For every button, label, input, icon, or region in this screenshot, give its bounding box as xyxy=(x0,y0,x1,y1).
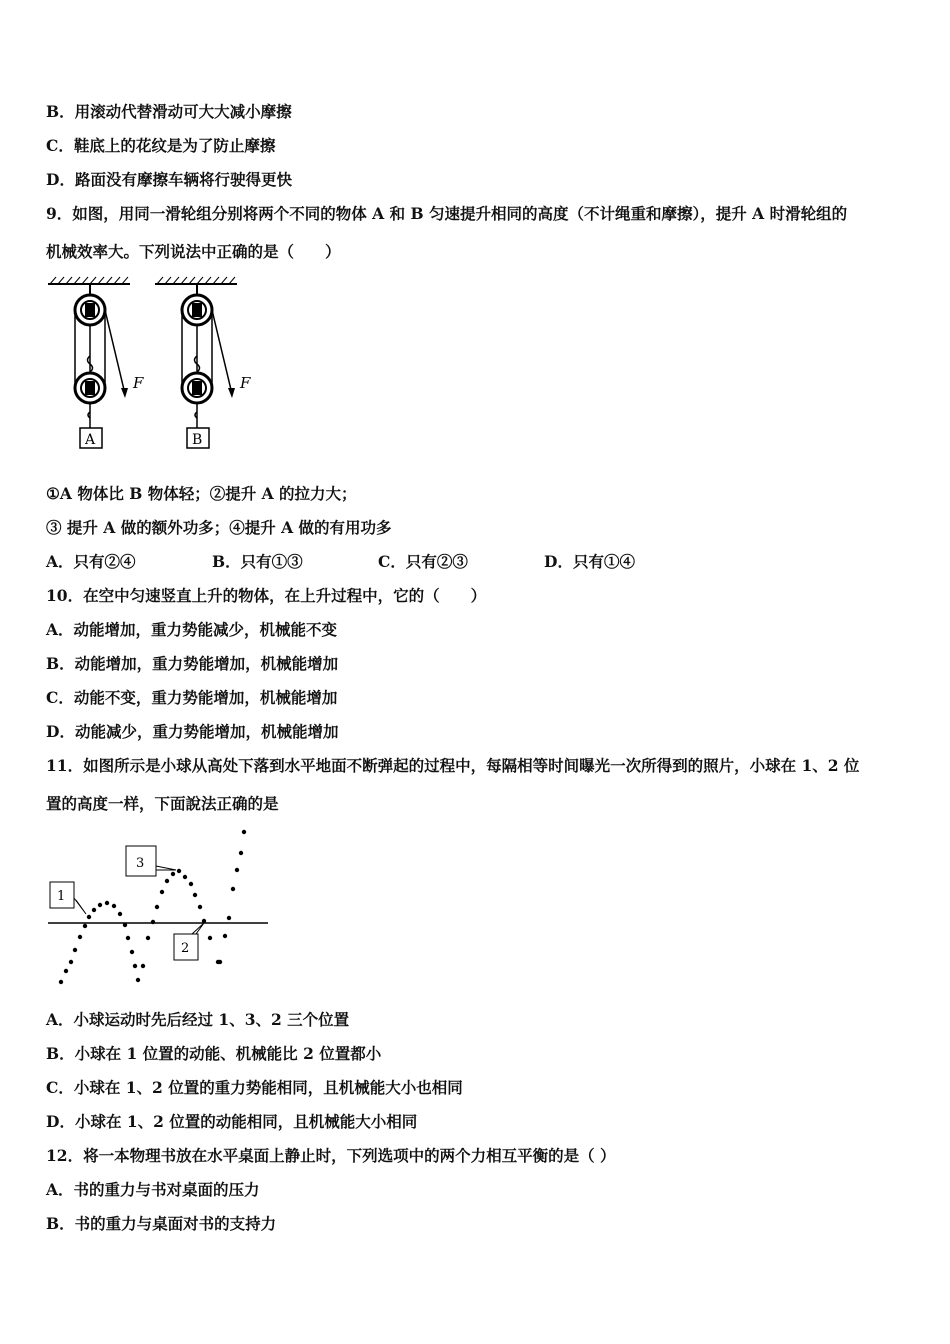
q12-option-a: A．书的重力与书对桌面的压力 xyxy=(46,1180,260,1199)
position-label-1: 1 xyxy=(57,889,66,904)
position-label-3: 3 xyxy=(136,856,145,871)
q10-option-c: C．动能不变，重力势能增加，机械能增加 xyxy=(46,688,338,707)
pulley-setup-a xyxy=(48,277,130,448)
q10-stem: 10．在空中匀速竖直上升的物体，在上升过程中，它的（ ） xyxy=(46,586,487,605)
q9-stem-line2: 机械效率大。下列说法中正确的是（ ） xyxy=(46,242,341,261)
q9-option-a: A．只有②④ xyxy=(46,552,136,571)
q9-option-b: B．只有①③ xyxy=(212,552,303,571)
q9-stem-line1: 9．如图，用同一滑轮组分别将两个不同的物体 A 和 B 匀速提升相同的高度（不计绳重和摩擦），提升 A 时滑轮组的 xyxy=(46,204,848,223)
q11-option-c: C．小球在 1、2 位置的重力势能相同，且机械能大小也相同 xyxy=(46,1078,463,1097)
force-label-b: F xyxy=(240,374,251,392)
q8-option-c: C．鞋底上的花纹是为了防止摩擦 xyxy=(46,136,276,155)
q9-option-c: C．只有②③ xyxy=(378,552,468,571)
pulley-diagram xyxy=(40,276,260,456)
q11-stem-line1: 11．如图所示是小球从高处下落到水平地面不断弹起的过程中，每隔相等时间曝光一次所得到的照片，小球在 1、2 位 xyxy=(46,756,860,775)
q8-option-b: B．用滚动代替滑动可大大减小摩擦 xyxy=(46,102,292,121)
position-label-2: 2 xyxy=(181,941,190,956)
q9-options xyxy=(46,552,910,572)
q10-option-a: A．动能增加，重力势能减少，机械能不变 xyxy=(46,620,338,639)
q12-option-b: B．书的重力与桌面对书的支持力 xyxy=(46,1214,277,1233)
q12-stem: 12．将一本物理书放在水平桌面上静止时，下列选项中的两个力相互平衡的是（ ） xyxy=(46,1146,616,1165)
q9-statement-1: ①A 物体比 B 物体轻；②提升 A 的拉力大； xyxy=(46,484,357,503)
q9-statement-2: ③ 提升 A 做的额外功多；④提升 A 做的有用功多 xyxy=(46,518,392,537)
q11-option-d: D．小球在 1、2 位置的动能相同，且机械能大小相同 xyxy=(46,1112,418,1131)
force-label-a: F xyxy=(133,374,144,392)
q11-option-a: A．小球运动时先后经过 1、3、2 三个位置 xyxy=(46,1010,350,1029)
q10-option-d: D．动能减少，重力势能增加，机械能增加 xyxy=(46,722,339,741)
block-b-label: B xyxy=(192,432,203,448)
pulley-setup-b xyxy=(155,277,237,448)
q11-stem-line2: 置的高度一样，下面說法正确的是 xyxy=(46,794,279,813)
q11-option-b: B．小球在 1 位置的动能、机械能比 2 位置都小 xyxy=(46,1044,382,1063)
q10-option-b: B．动能增加，重力势能增加，机械能增加 xyxy=(46,654,339,673)
q9-option-d: D．只有①④ xyxy=(544,552,635,571)
block-a-label: A xyxy=(85,432,96,448)
bouncing-ball-diagram xyxy=(44,826,274,991)
q8-option-d: D．路面没有摩擦车辆将行驶得更快 xyxy=(46,170,292,189)
